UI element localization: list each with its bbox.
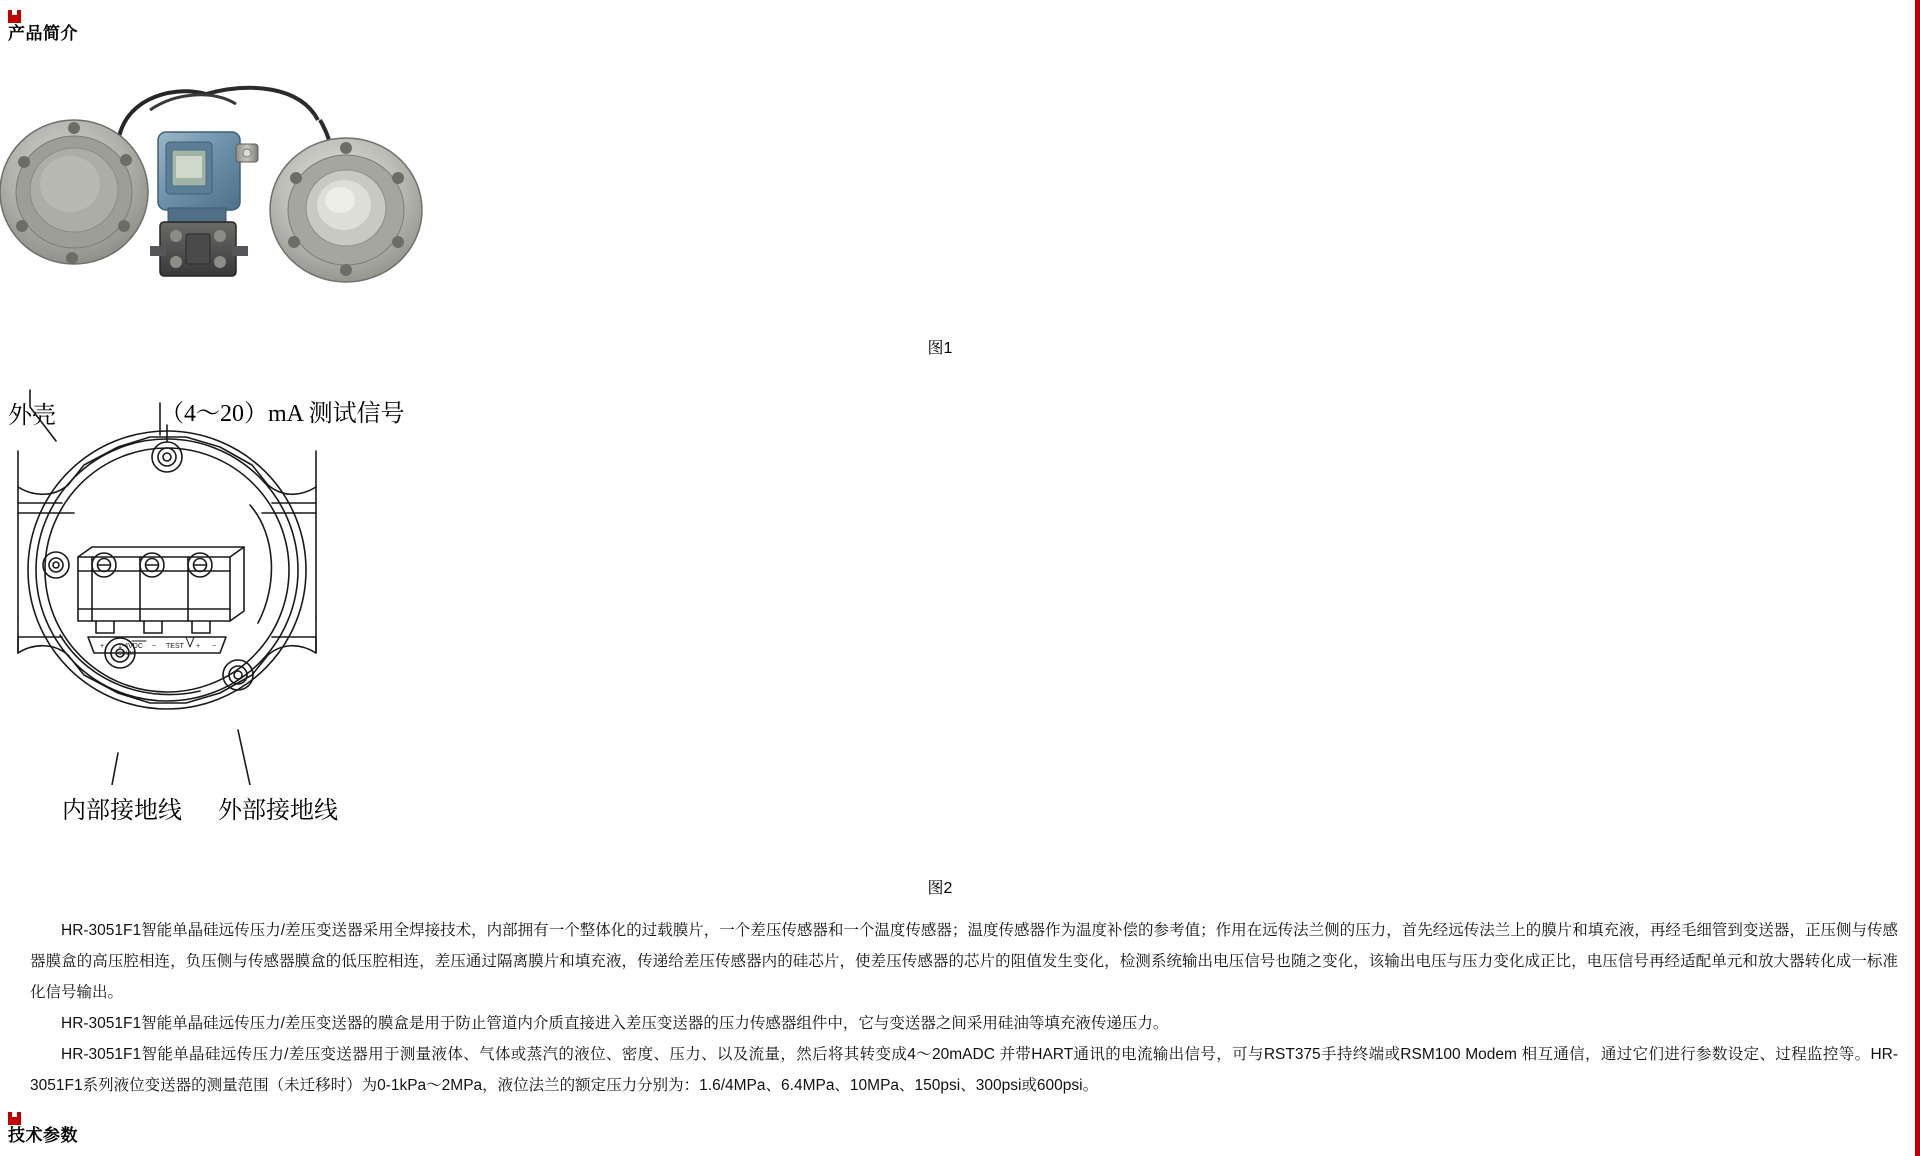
svg-text:+: + <box>196 643 201 650</box>
diagram-label-test-signal: （4～20）mA 测试信号 <box>160 401 405 427</box>
svg-text:+: + <box>100 643 105 650</box>
page-right-rule <box>1915 0 1920 1156</box>
svg-text:1-4VDC: 1-4VDC <box>118 643 143 650</box>
paragraph-1: HR-3051F1智能单晶硅远传压力/差压变送器采用全焊接技术，内部拥有一个整体化的过载膜片，一个差压传感器和一个温度传感器；温度传感器作为温度补偿的参考值；作用在远传法兰侧的压力，首先经远传法兰上的膜片和填充液，再经毛细管到变送器，正压侧与传感器膜盒的高压腔相连，负压侧与传感器膜盒的低压腔相连，差压通过隔离膜片和填充液，传递给差压传感器内的硅芯片，使差压传感器的芯片的阻值发生变化，检测系统输出电压信号也随之变化，该输出电压与压力变化成正比，电压信号再经适配单元和放大器转化成一标准化信号输出。 <box>30 922 1898 1001</box>
figure-2-caption: 图2 <box>927 880 953 897</box>
section-marker-icon <box>8 1112 21 1125</box>
diagram-label-shell: 外壳 <box>8 403 56 429</box>
section-marker-icon <box>8 10 21 23</box>
diagram-label-outer-ground: 外部接地线 <box>218 798 338 824</box>
diagram-label-inner-ground: 内部接地线 <box>62 798 182 824</box>
figure-1-caption: 图1 <box>927 340 953 357</box>
section-heading-product-intro <box>8 6 78 45</box>
paragraph-3: HR-3051F1智能单晶硅远传压力/差压变送器用于测量液体、气体或蒸汽的液位、密度、压力、以及流量，然后将其转变成4～20mADC 并带HART通讯的电流输出信号，可与RST375手持终端或RSM100 Modem 相互通信，通过它们进行参数设定、过程监控等。HR-3051F1系列液位变送器的测量范围（未迁移时）为0-1kPa～2MPa，液位法兰的额定压力分别为：1.6/4MPa、6.4MPa、10MPa、150psi、300psi或600psi。 <box>30 1046 1898 1094</box>
figure-1-photo <box>0 50 520 290</box>
section-heading-tech-specs <box>8 1108 78 1147</box>
section-title-text: 产品简介 <box>8 24 78 43</box>
svg-text:−: − <box>212 643 217 650</box>
section-title-text: 技术参数 <box>8 1126 78 1145</box>
figure-2-diagram <box>0 385 400 785</box>
paragraph-2: HR-3051F1智能单晶硅远传压力/差压变送器的膜盒是用于防止管道内介质直接进入差压变送器的压力传感器组件中，它与变送器之间采用硅油等填充液传递压力。 <box>61 1015 1169 1032</box>
svg-text:COMM: COMM <box>118 651 134 657</box>
body-text-block <box>30 915 1898 1101</box>
svg-text:−: − <box>152 643 157 650</box>
svg-text:TEST: TEST <box>166 643 184 650</box>
